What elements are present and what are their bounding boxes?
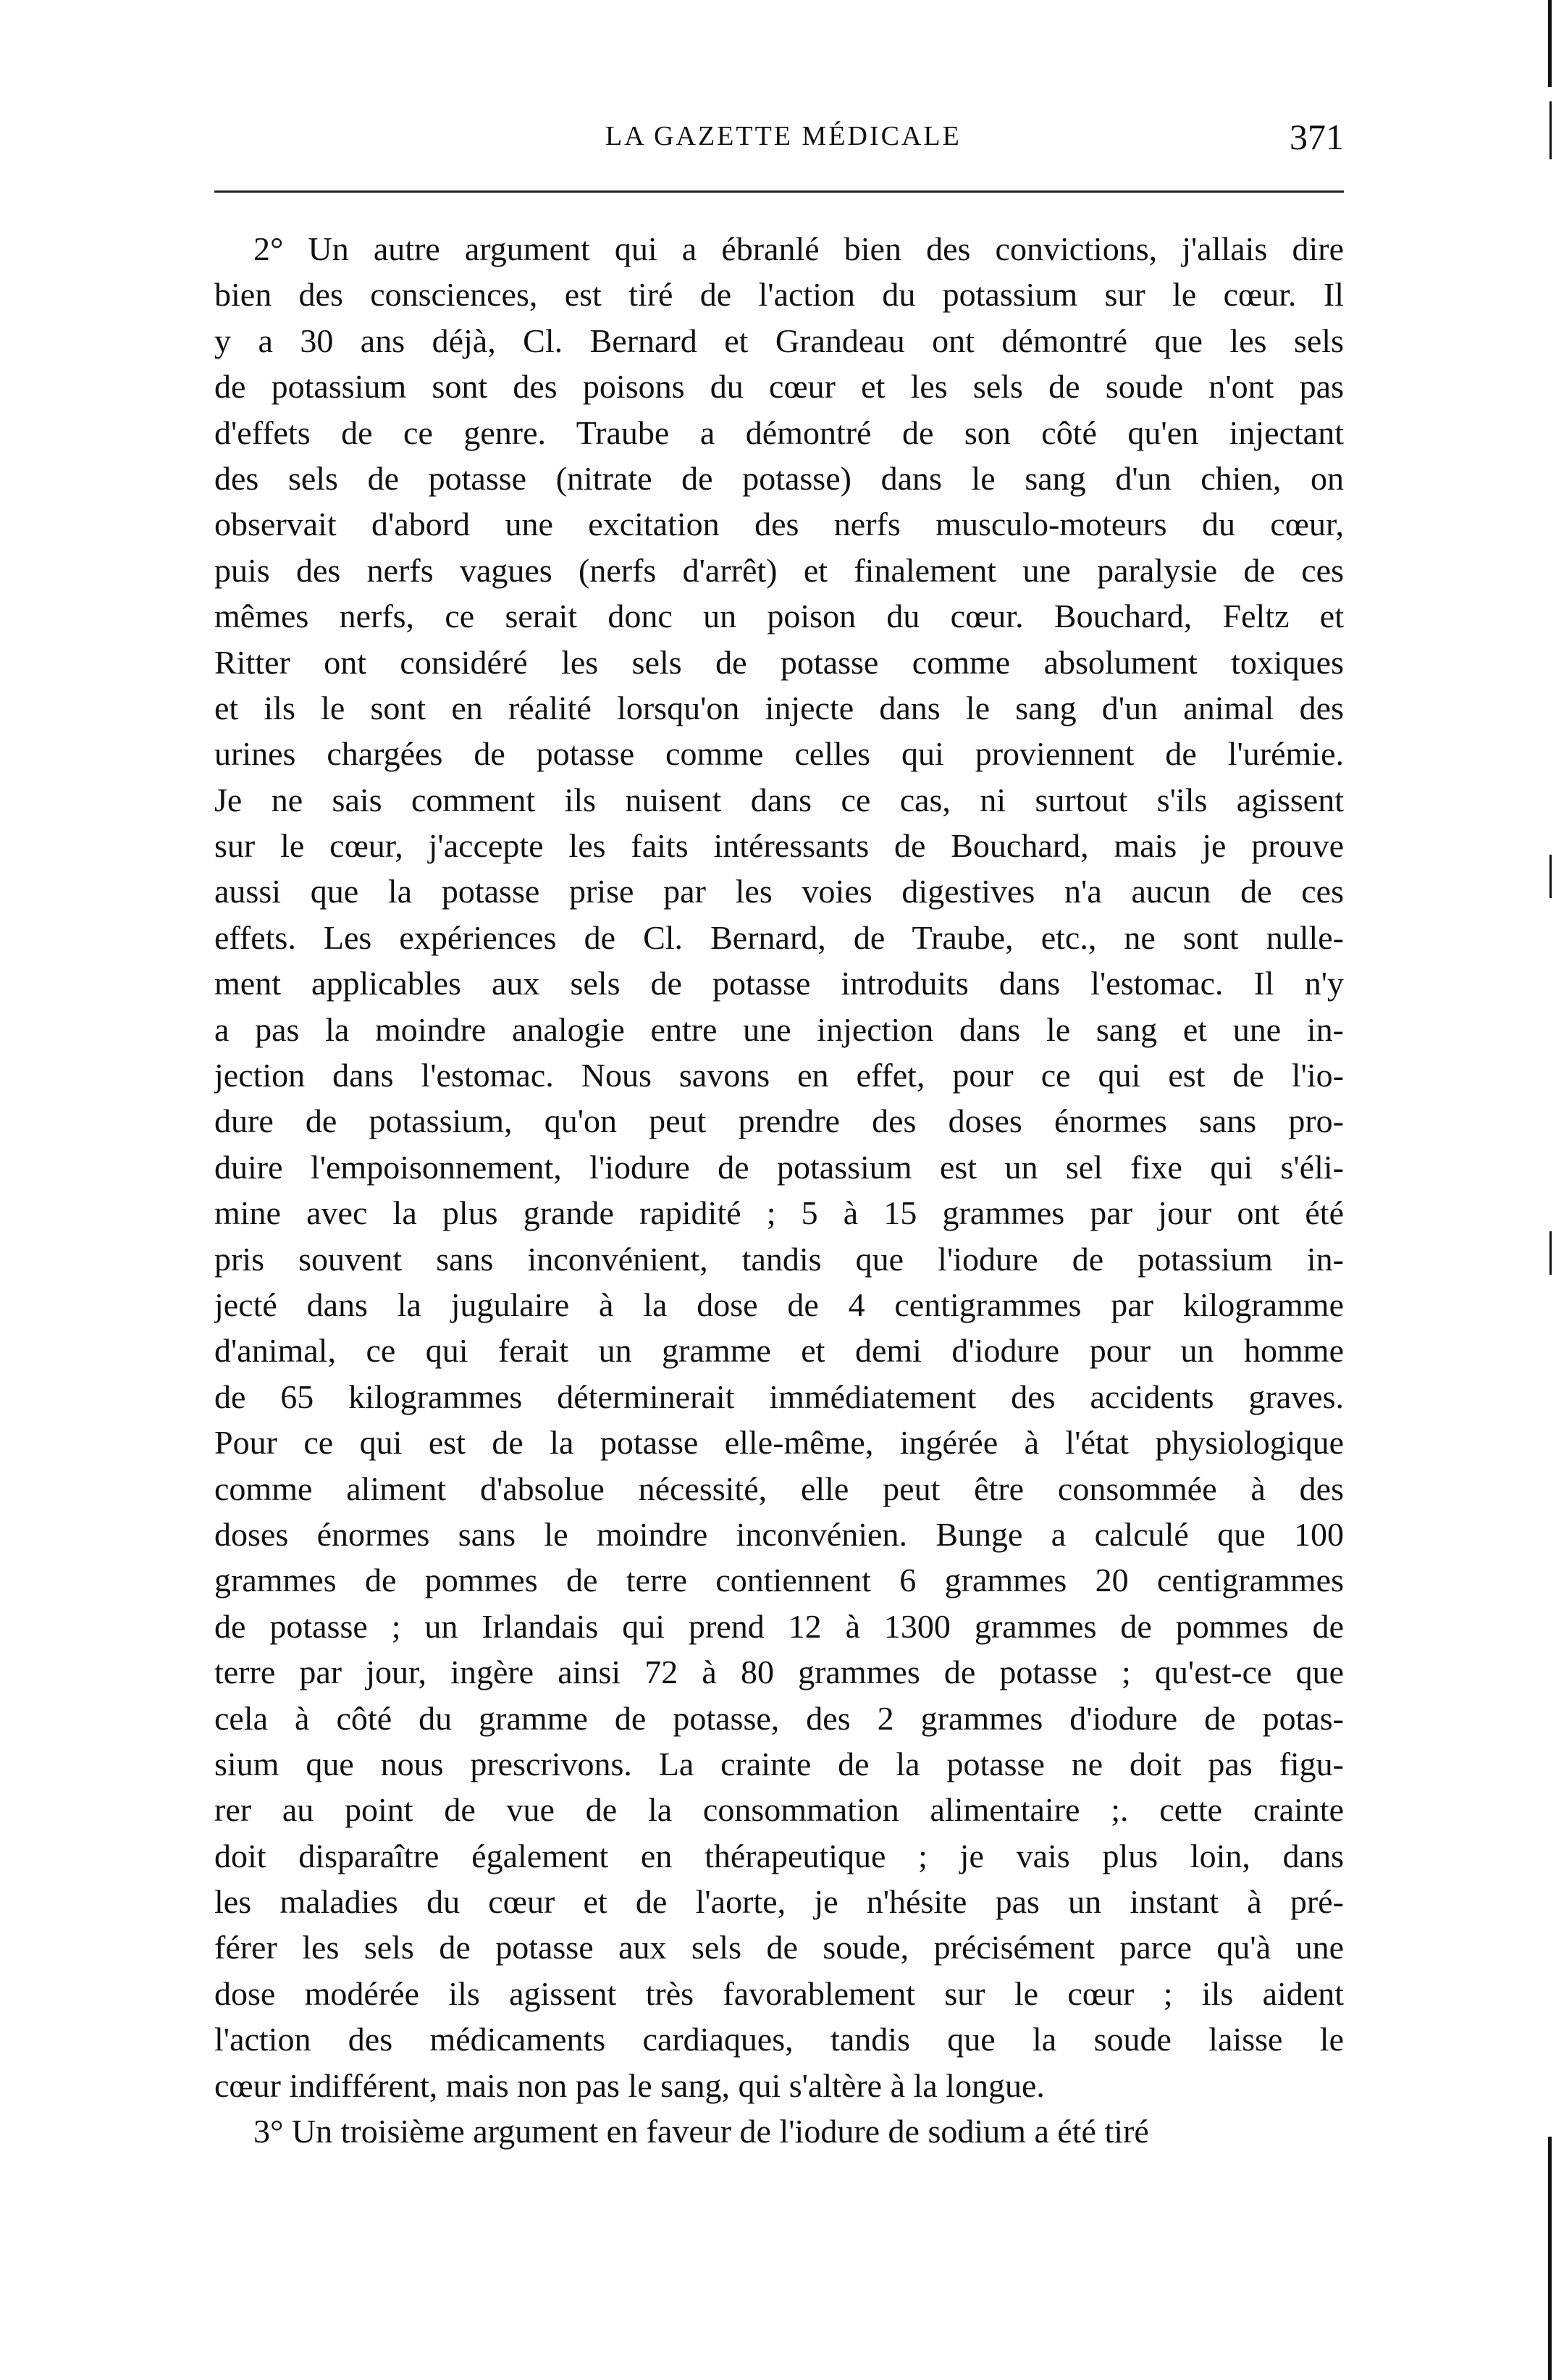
text-line: de 65 kilogrammes déterminerait immédiatement des accidents graves. [214, 1378, 1344, 1415]
text-line: a pas la moindre analogie entre une injection dans le sang et une in- [214, 1010, 1344, 1048]
text-line: dose modérée ils agissent très favorablement sur le cœur ; ils aident [214, 1974, 1344, 2012]
text-line: ment applicables aux sels de potasse introduits dans l'estomac. Il n'y [214, 965, 1344, 1002]
text-line: sur le cœur, j'accepte les faits intéressants de Bouchard, mais je prouve [214, 827, 1344, 865]
text-line: et ils le sont en réalité lorsqu'on injecte dans le sang d'un animal des [214, 689, 1344, 726]
text-line: jection dans l'estomac. Nous savons en effet, pour ce qui est de l'io- [214, 1057, 1344, 1094]
text-line: puis des nerfs vagues (nerfs d'arrêt) et finalement une paralysie de ces [214, 551, 1344, 589]
text-line: cœur indifférent, mais non pas le sang, qui s'altère à la longue. [214, 2066, 1045, 2104]
text-line: comme aliment d'absolue nécessité, elle peut être consommée à des [214, 1470, 1344, 1507]
text-line: 2° Un autre argument qui a ébranlé bien des convictions, j'allais dire [253, 230, 1344, 267]
text-line: les maladies du cœur et de l'aorte, je n'hésite pas un instant à pré- [214, 1883, 1344, 1921]
text-line: des sels de potasse (nitrate de potasse) dans le sang d'un chien, on [214, 459, 1344, 497]
text-line: observait d'abord une excitation des nerfs musculo-moteurs du cœur, [214, 506, 1344, 543]
scan-edge-marks [1534, 0, 1556, 2380]
text-line: sium que nous prescrivons. La crainte de la potasse ne doit pas figu- [214, 1745, 1344, 1782]
running-title: LA GAZETTE MÉDICALE [605, 121, 962, 151]
text-line: terre par jour, ingère ainsi 72 à 80 grammes de potasse ; qu'est-ce que [214, 1654, 1344, 1691]
text-line: mine avec la plus grande rapidité ; 5 à 15 grammes par jour ont été [214, 1194, 1344, 1232]
text-line: de potassium sont des poisons du cœur et les sels de soude n'ont pas [214, 368, 1344, 406]
text-line: mêmes nerfs, ce serait donc un poison du cœur. Bouchard, Feltz et [214, 598, 1344, 635]
text-line: 3° Un troisième argument en faveur de l'iodure de sodium a été tiré [253, 2113, 1149, 2150]
page-header [214, 116, 1344, 159]
text-line: bien des consciences, est tiré de l'action du potassium sur le cœur. Il [214, 276, 1344, 314]
text-line: pris souvent sans inconvénient, tandis que l'iodure de potassium in- [214, 1240, 1344, 1278]
text-line: doses énormes sans le moindre inconvénien. Bunge a calculé que 100 [214, 1515, 1344, 1553]
scan-edge-bar [1549, 855, 1552, 898]
scan-edge-bar [1548, 0, 1552, 87]
text-line: d'animal, ce qui ferait un gramme et demi d'iodure pour un homme [214, 1332, 1344, 1370]
text-line: cela à côté du gramme de potasse, des 2 grammes d'iodure de potas- [214, 1699, 1344, 1737]
text-line: Pour ce qui est de la potasse elle-même, ingérée à l'état physiologique [214, 1424, 1344, 1462]
scan-edge-bar [1549, 101, 1552, 159]
scan-edge-bar [1548, 2137, 1552, 2380]
text-line: y a 30 ans déjà, Cl. Bernard et Grandeau ont démontré que les sels [214, 322, 1344, 359]
text-line: urines chargées de potasse comme celles qui proviennent de l'urémie. [214, 735, 1344, 773]
text-line: effets. Les expériences de Cl. Bernard, de Traube, etc., ne sont nulle- [214, 918, 1344, 956]
text-line: de potasse ; un Irlandais qui prend 12 à 1300 grammes de pommes de [214, 1607, 1344, 1645]
header-rule [214, 190, 1344, 193]
text-line: d'effets de ce genre. Traube a démontré de son côté qu'en injectant [214, 414, 1344, 451]
text-line: jecté dans la jugulaire à la dose de 4 centigrammes par kilogramme [214, 1286, 1344, 1323]
text-line: Je ne sais comment ils nuisent dans ce cas, ni surtout s'ils agissent [214, 781, 1344, 818]
text-line: rer au point de vue de la consommation alimentaire ;. cette crainte [214, 1791, 1344, 1829]
scan-edge-bar [1549, 1231, 1552, 1275]
text-line: Ritter ont considéré les sels de potasse comme absolument toxiques [214, 643, 1344, 681]
text-line: férer les sels de potasse aux sels de soude, précisément parce qu'à une [214, 1929, 1344, 1966]
text-line: aussi que la potasse prise par les voies digestives n'a aucun de ces [214, 873, 1344, 910]
text-line: dure de potassium, qu'on peut prendre des doses énormes sans pro- [214, 1102, 1344, 1140]
text-line: grammes de pommes de terre contiennent 6 grammes 20 centigrammes [214, 1562, 1344, 1599]
text-line: doit disparaître également en thérapeutique ; je vais plus loin, dans [214, 1837, 1344, 1874]
text-line: duire l'empoisonnement, l'iodure de potassium est un sel fixe qui s'éli- [214, 1148, 1344, 1186]
page-number: 371 [1290, 117, 1344, 157]
body-text [214, 226, 1344, 2154]
text-line: l'action des médicaments cardiaques, tandis que la soude laisse le [214, 2021, 1344, 2058]
